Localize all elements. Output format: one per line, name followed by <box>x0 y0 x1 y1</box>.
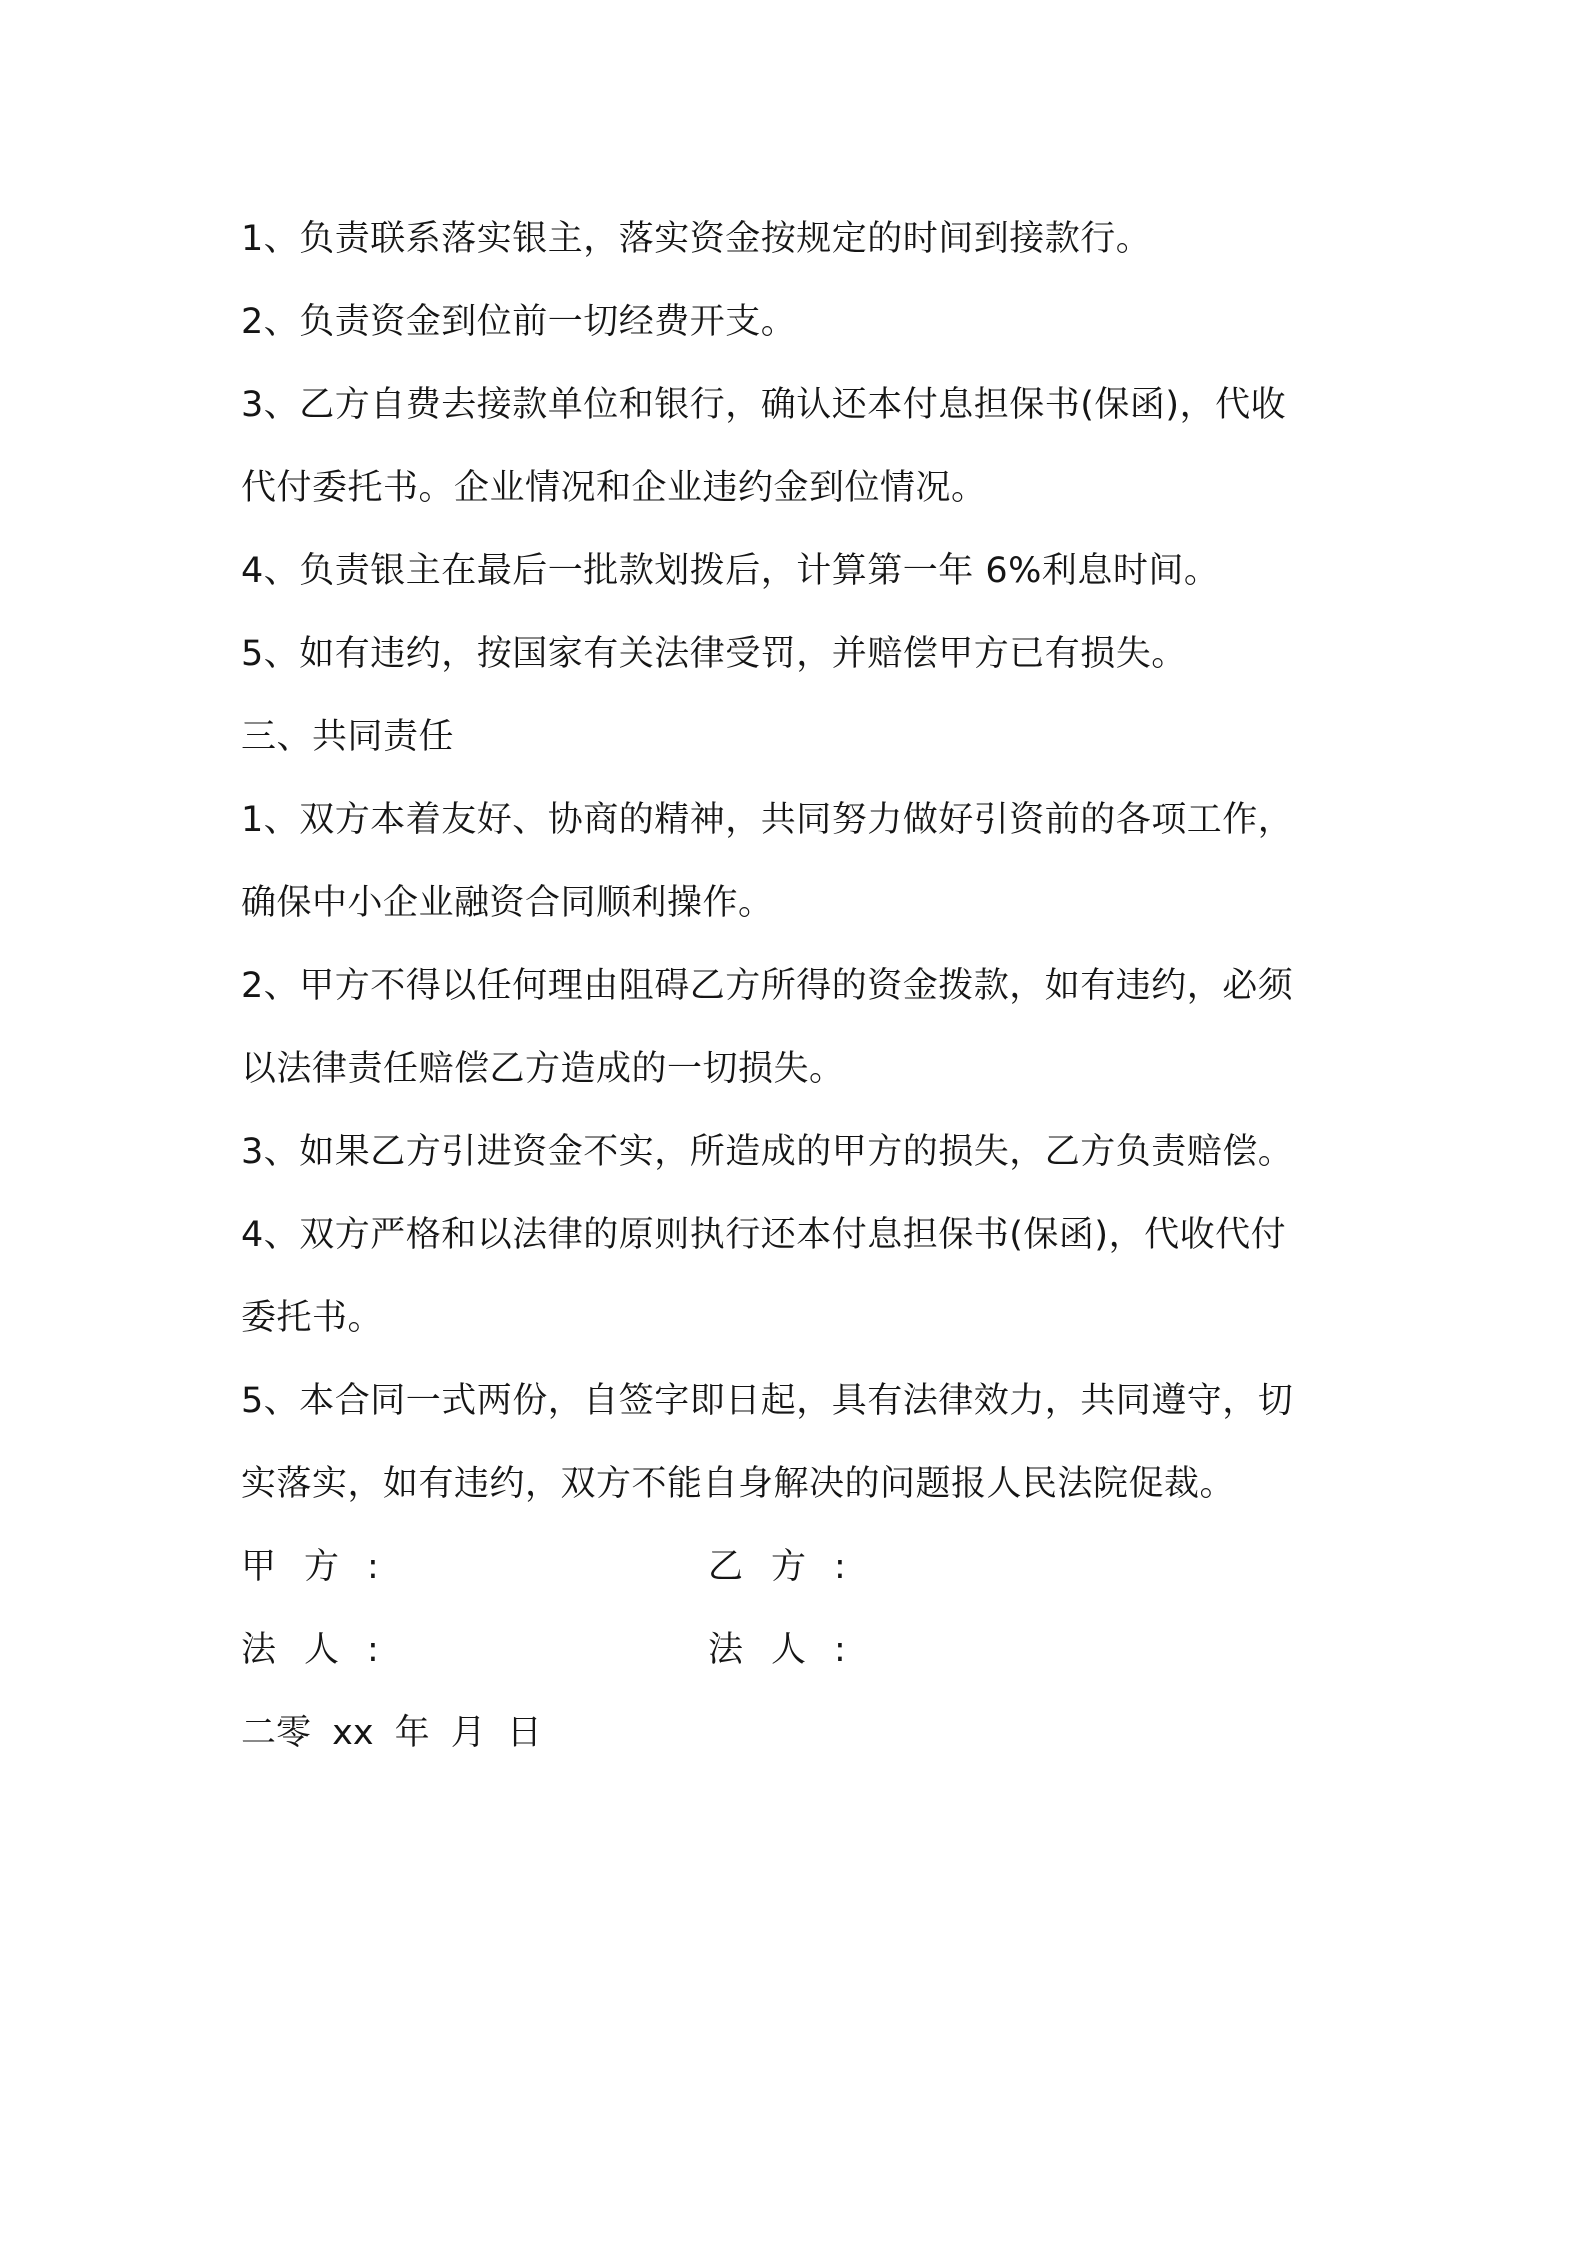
clause-line: 3、乙方自费去接款单位和银行，确认还本付息担保书(保函)，代收 <box>241 385 1287 425</box>
party-a-label: 甲方: <box>241 1547 379 1587</box>
clause-line: 4、负责银主在最后一批款划拨后，计算第一年 6%利息时间。 <box>241 551 1220 591</box>
clause-line: 5、如有违约，按国家有关法律受罚，并赔偿甲方已有损失。 <box>241 634 1187 674</box>
clause-line: 2、甲方不得以任何理由阻碍乙方所得的资金拨款，如有违约，必须 <box>241 966 1294 1006</box>
clause-line: 5、本合同一式两份，自签字即日起，具有法律效力，共同遵守，切 <box>241 1381 1294 1421</box>
clause-line: 2、负责资金到位前一切经费开支。 <box>241 302 797 342</box>
signature-row-party <box>241 1526 1361 1609</box>
clause-line: 3、如果乙方引进资金不实，所造成的甲方的损失，乙方负责赔偿。 <box>241 1132 1294 1172</box>
clause-line: 以法律责任赔偿乙方造成的一切损失。 <box>241 1049 845 1089</box>
clause-line: 1、负责联系落实银主，落实资金按规定的时间到接款行。 <box>241 219 1152 259</box>
clause-line: 4、双方严格和以法律的原则执行还本付息担保书(保函)，代收代付 <box>241 1215 1287 1255</box>
clause-line: 确保中小企业融资合同顺利操作。 <box>241 883 774 923</box>
clause-line: 委托书。 <box>241 1298 384 1338</box>
document-body <box>241 198 1361 1775</box>
legal-rep-b-label: 法人: <box>708 1630 846 1670</box>
signature-row-legal <box>241 1609 1361 1692</box>
date-line: 二零 xx 年 月 日 <box>241 1713 542 1753</box>
party-b-label: 乙方: <box>708 1547 846 1587</box>
clause-line: 代付委托书。企业情况和企业违约金到位情况。 <box>241 468 987 508</box>
clause-line: 1、双方本着友好、协商的精神，共同努力做好引资前的各项工作， <box>241 800 1294 840</box>
section-heading: 三、共同责任 <box>241 717 455 757</box>
clause-line: 实落实，如有违约，双方不能自身解决的问题报人民法院促裁。 <box>241 1464 1236 1504</box>
legal-rep-a-label: 法人: <box>241 1630 379 1670</box>
